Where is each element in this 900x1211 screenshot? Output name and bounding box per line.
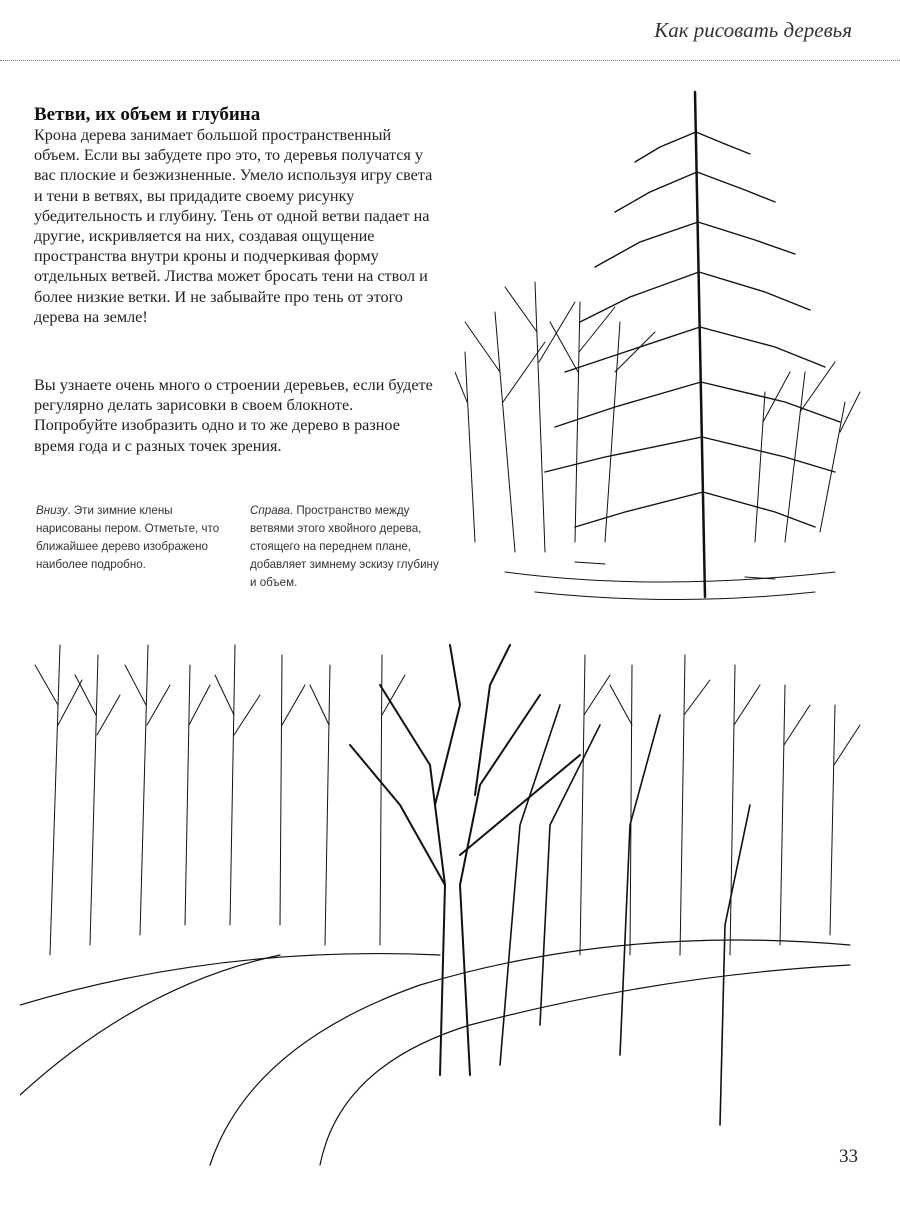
header-divider xyxy=(0,60,900,61)
ground-strokes xyxy=(505,562,835,600)
pine-trunk xyxy=(695,92,705,597)
caption-below xyxy=(36,502,226,574)
background-tree-row xyxy=(35,645,860,955)
running-header-title: Как рисовать деревья xyxy=(654,18,852,42)
winter-maples-illustration xyxy=(20,625,870,1170)
section-heading: Ветви, их объем и глубина xyxy=(34,104,261,125)
road-curves xyxy=(20,940,850,1165)
background-bare-trees xyxy=(455,282,860,552)
body-paragraph-2: Вы узнаете очень много о строении деревьев, если будете регулярно делать зарисовки в своем блокноте. Попробуйте изобразить одно и то же дерево в разное время года и с разных точек зрения. xyxy=(34,376,433,455)
page-number: 33 xyxy=(839,1146,858,1167)
caption-right-text: . Пространство между ветвями этого хвойного дерева, стоящего на переднем плане, добавляет зимнему эскизу глубину и объем. xyxy=(250,504,439,589)
foreground-maple xyxy=(350,645,580,1075)
pine-tree-illustration xyxy=(455,72,865,612)
caption-right xyxy=(250,502,440,592)
caption-below-lead: Внизу xyxy=(36,504,68,517)
mid-trees xyxy=(500,705,750,1125)
body-paragraph-1: Крона дерева занимает большой пространственный объем. Если вы забудете про это, то деревья получатся у вас плоские и безжизненные. Умело используя игру света и тени в ветвях, вы придадите своему рисунку убедительность и глубину. Тень от одной ветви падает на другие, искривляется на них, создавая ощущение пространства внутри кроны и подчеркивая форму отдельных ветвей. Листва может бросать тени на ствол и более низкие ветки. И не забывайте про тень от этого дерева на земле! xyxy=(34,126,433,326)
caption-below-text: . Эти зимние клены нарисованы пером. Отметьте, что ближайшее дерево изображено наиболее подробно. xyxy=(36,504,220,571)
pine-branches xyxy=(545,132,840,527)
caption-right-lead: Справа xyxy=(250,504,290,517)
